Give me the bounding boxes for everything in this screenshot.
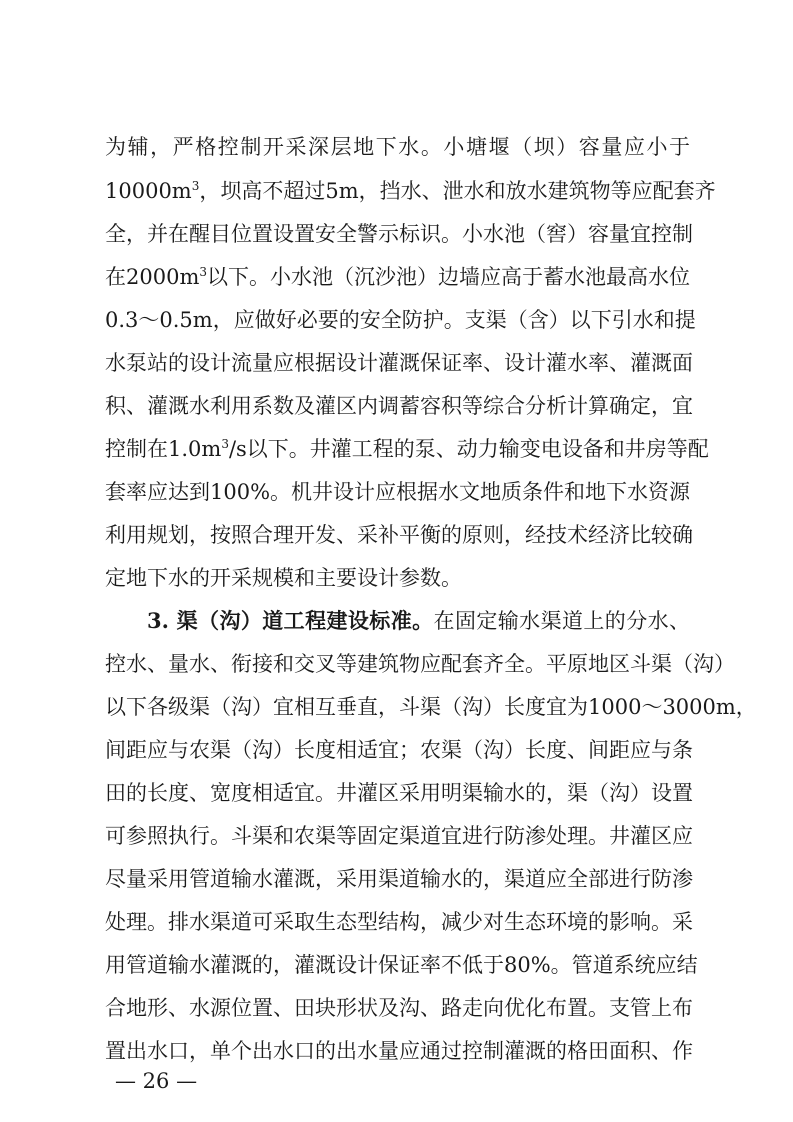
paragraph-line: 合地形、水源位置、田块形状及沟、路走向优化布置。支管上布	[105, 996, 693, 1020]
paragraph-line: 0.3～0.5m，应做好必要的安全防护。支渠（含）以下引水和提	[105, 308, 696, 332]
paragraph-line: 全，并在醒目位置设置安全警示标识。小水池（窖）容量宜控制	[105, 222, 693, 246]
superscript: 3	[199, 265, 207, 279]
paragraph-line	[147, 606, 690, 636]
superscript: 3	[221, 437, 229, 451]
paragraph-line: 控水、量水、衔接和交叉等建筑物应配套齐全。平原地区斗渠（沟）	[105, 652, 735, 676]
text-segment: 以下。小水池（沉沙池）边墙应高于蓄水池最高水位	[207, 265, 690, 289]
paragraph-line	[105, 176, 716, 206]
text-segment: /s以下。井灌工程的泵、动力输变电设备和井房等配	[228, 437, 709, 461]
text-segment: ，坝高不超过5m，挡水、泄水和放水建筑物等应配套齐	[199, 179, 716, 203]
paragraph-line: 可参照执行。斗渠和农渠等固定渠道宜进行防渗处理。井灌区应	[105, 824, 693, 848]
paragraph-line: 置出水口，单个出水口的出水量应通过控制灌溉的格田面积、作	[105, 1039, 693, 1063]
text-segment: 控制在1.0m	[105, 437, 222, 461]
superscript: 3	[191, 179, 200, 193]
text-segment: 在2000m	[105, 265, 200, 289]
section-heading: 3. 渠（沟）道工程建设标准。	[147, 608, 434, 633]
paragraph-line: 为辅，严格控制开采深层地下水。小塘堰（坝）容量应小于	[105, 135, 690, 159]
paragraph-line	[105, 262, 690, 292]
paragraph-line: 以下各级渠（沟）宜相互垂直，斗渠（沟）长度宜为1000～3000m，	[105, 695, 757, 719]
paragraph-line: 间距应与农渠（沟）长度相适宜；农渠（沟）长度、间距应与条	[105, 738, 693, 762]
paragraph-line: 田的长度、宽度相适宜。井灌区采用明渠输水的，渠（沟）设置	[105, 781, 693, 805]
paragraph-line: 水泵站的设计流量应根据设计灌溉保证率、设计灌水率、灌溉面	[105, 351, 693, 375]
text-segment: 10000m	[105, 179, 192, 203]
paragraph-line: 处理。排水渠道可采取生态型结构，减少对生态环境的影响。采	[105, 910, 693, 934]
paragraph-line: 用管道输水灌溉的，灌溉设计保证率不低于80%。管道系统应结	[105, 953, 698, 977]
paragraph-line: 尽量采用管道输水灌溉，采用渠道输水的，渠道应全部进行防渗	[105, 867, 693, 891]
text-segment: 在固定输水渠道上的分水、	[433, 609, 691, 633]
paragraph-line: 套率应达到100%。机井设计应根据水文地质条件和地下水资源	[105, 480, 691, 504]
paragraph-line	[105, 434, 709, 464]
paragraph-line: 积、灌溉水利用系数及灌区内调蓄容积等综合分析计算确定，宜	[105, 394, 693, 418]
paragraph-line: 定地下水的开采规模和主要设计参数。	[105, 566, 462, 590]
page-number: — 26 —	[115, 1069, 198, 1093]
paragraph-line: 利用规划，按照合理开发、采补平衡的原则，经技术经济比较确	[105, 523, 693, 547]
